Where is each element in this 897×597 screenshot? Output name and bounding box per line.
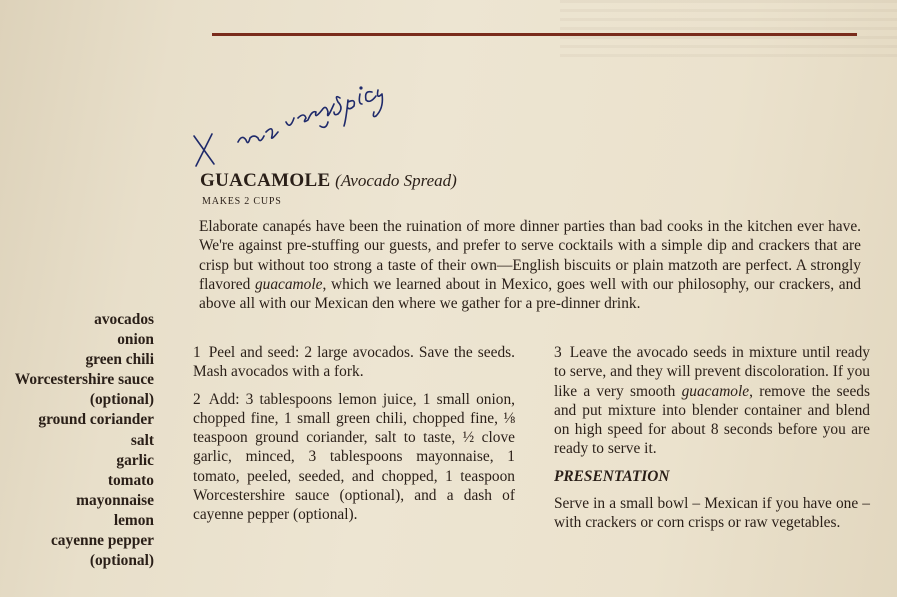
ingredient-item: mayonnaise bbox=[76, 491, 154, 509]
ingredient-item: cayenne pepper bbox=[50, 532, 154, 550]
ingredient-item: lemon bbox=[113, 511, 154, 529]
ingredient-item: green chili bbox=[85, 351, 154, 369]
ingredient-item: ground coriander bbox=[38, 411, 154, 429]
ingredient-item: Worcestershire sauce bbox=[14, 371, 154, 389]
ingredient-item: salt bbox=[130, 431, 154, 449]
ingredient-item: garlic bbox=[116, 451, 154, 469]
steps-column-right bbox=[554, 343, 870, 541]
steps-column-left bbox=[193, 343, 515, 533]
bleed-through-text bbox=[560, 0, 897, 60]
step-2: 2 Add: 3 tablespoons lemon juice, 1 small onion, chopped fine, 1 small green chili, chopped fine, ⅛ teaspoon ground coriander, salt to taste, ½ clove garlic, minced, 3 tablespoons mayonnaise, 1 tomato, peeled, seeded, and chopped, 1 teaspoon Worcestershire sauce (optional), and a dash of cayenne pepper (optional). bbox=[193, 390, 515, 524]
ingredient-item: onion bbox=[117, 331, 154, 349]
recipe-title bbox=[200, 170, 457, 192]
recipe-yield: MAKES 2 CUPS bbox=[202, 196, 282, 207]
ingredient-item: avocados bbox=[94, 311, 154, 328]
presentation-text: Serve in a small bowl – Mexican if you have one – with crackers or corn crisps or raw vegetables. bbox=[554, 495, 870, 532]
ingredient-item: tomato bbox=[107, 471, 154, 489]
step-3: 3 Leave the avocado seeds in mixture until ready to serve, and they will prevent discoloration. If you like a very smooth guacamole, remove the seeds and put mixture into blender container and blend on high speed for about 8 seconds before you are ready to serve it. bbox=[554, 344, 870, 458]
title-text: GUACAMOLE bbox=[200, 170, 331, 191]
header-rule bbox=[212, 33, 857, 36]
intro-paragraph: Elaborate canapés have been the ruination of more dinner parties than bad cooks in the kitchen ever have. We're against pre-stuffing our guests, and prefer to serve cocktails with a simple dip and crackers that are crisp but without too strong a taste of their own—English biscuits or plain matzoth are perfect. A strongly flavored guacamole, which we learned about in Mexico, goes well with our philosophy, our crackers, and above all with our Mexican den where we gather for a pre-dinner drink. bbox=[199, 218, 861, 313]
step-1: 1 Peel and seed: 2 large avocados. Save the seeds. Mash avocados with a fork. bbox=[193, 344, 515, 381]
handwritten-note bbox=[188, 64, 388, 174]
ingredient-item: (optional) bbox=[89, 552, 154, 570]
subtitle-text: (Avocado Spread) bbox=[335, 171, 457, 190]
ingredient-list bbox=[15, 310, 154, 571]
presentation-heading: PRESENTATION bbox=[554, 467, 670, 485]
ingredient-item: (optional) bbox=[89, 391, 154, 409]
